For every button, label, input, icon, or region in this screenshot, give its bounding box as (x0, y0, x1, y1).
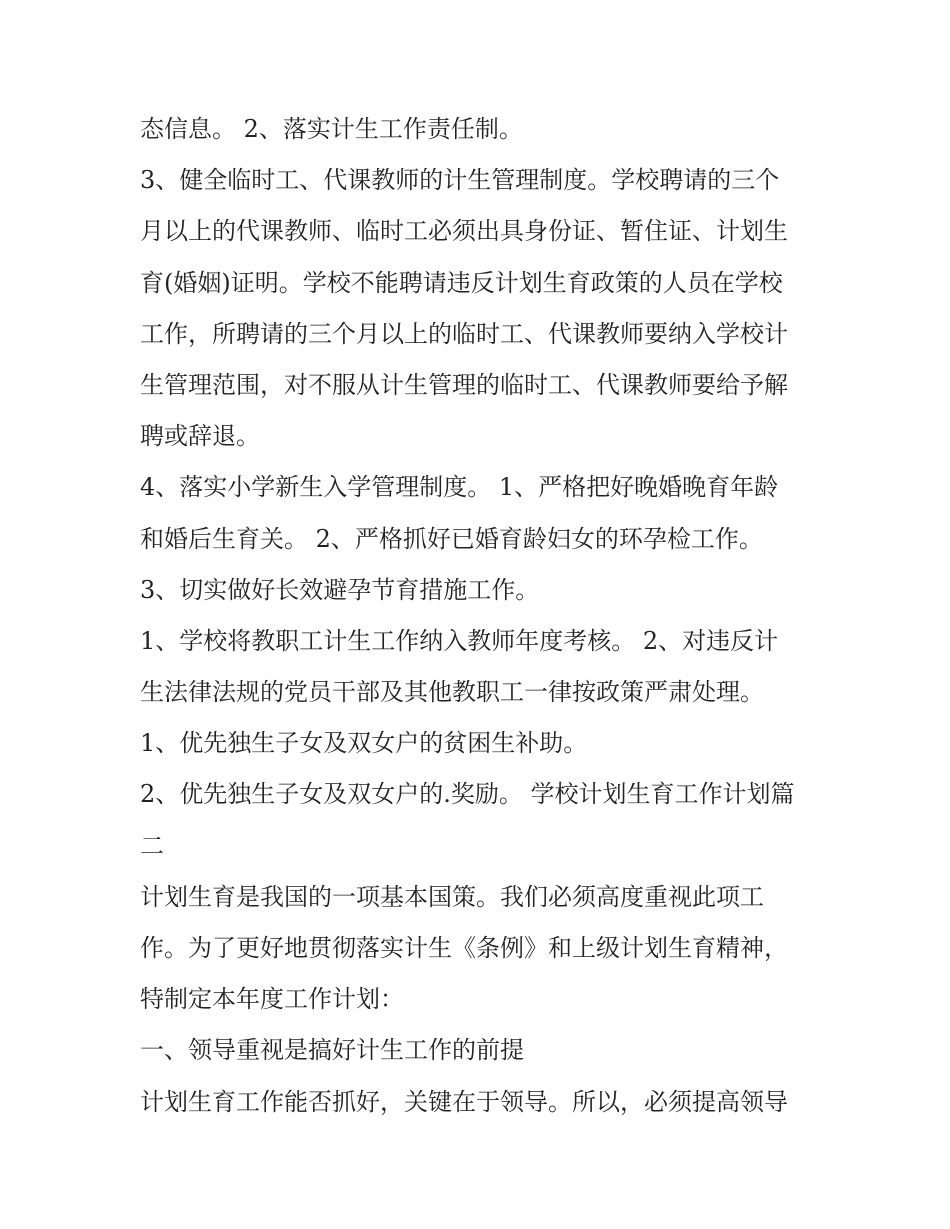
text-line: 月以上的代课教师、临时工必须出具身份证、暂住证、计划生 (140, 217, 788, 246)
text-line: 作。为了更好地贯彻落实计生《条例》和上级计划生育精神， (140, 934, 788, 962)
text-line: 4、落实小学新生入学管理制度。 1、严格把好晚婚晚育年龄 (140, 473, 779, 502)
text-line: 工作，所聘请的三个月以上的临时工、代课教师要纳入学校计 (140, 319, 788, 348)
text-line: 态信息。 2、落实计生工作责任制。 (140, 115, 523, 143)
text-line: 特制定本年度工作计划： (140, 985, 404, 1014)
text-line: 计划生育工作能否抓好，关键在于领导。所以，必须提高领导 (140, 1087, 788, 1116)
text-line: 1、学校将教职工计生工作纳入教师年度考核。 2、对违反计 (140, 626, 779, 655)
text-line: 生法律法规的党员干部及其他教职工一律按政策严肃处理。 (140, 678, 764, 707)
text-line: 3、切实做好长效避孕节育措施工作。 (140, 575, 540, 604)
text-line: 3、健全临时工、代课教师的计生管理制度。学校聘请的三个 (140, 166, 780, 195)
text-line: 聘或辞退。 (140, 422, 260, 451)
text-line: 2、优先独生子女及双女户的.奖励。 学校计划生育工作计划篇 (140, 780, 795, 809)
text-line: 生管理范围，对不服从计生管理的临时工、代课教师要给予解 (140, 370, 788, 399)
text-line: 和婚后生育关。 2、严格抓好已婚育龄妇女的环孕检工作。 (140, 524, 763, 553)
body-text (140, 104, 820, 1128)
text-line: 计划生育是我国的一项基本国策。我们必须高度重视此项工 (140, 882, 764, 911)
text-line: 育(婚姻)证明。学校不能聘请违反计划生育政策的人员在学校 (140, 268, 783, 297)
text-line: 二 (140, 831, 164, 860)
text-line: 1、优先独生子女及双女户的贫困生补助。 (140, 729, 588, 758)
section-heading: 一、领导重视是搞好计生工作的前提 (140, 1036, 524, 1065)
